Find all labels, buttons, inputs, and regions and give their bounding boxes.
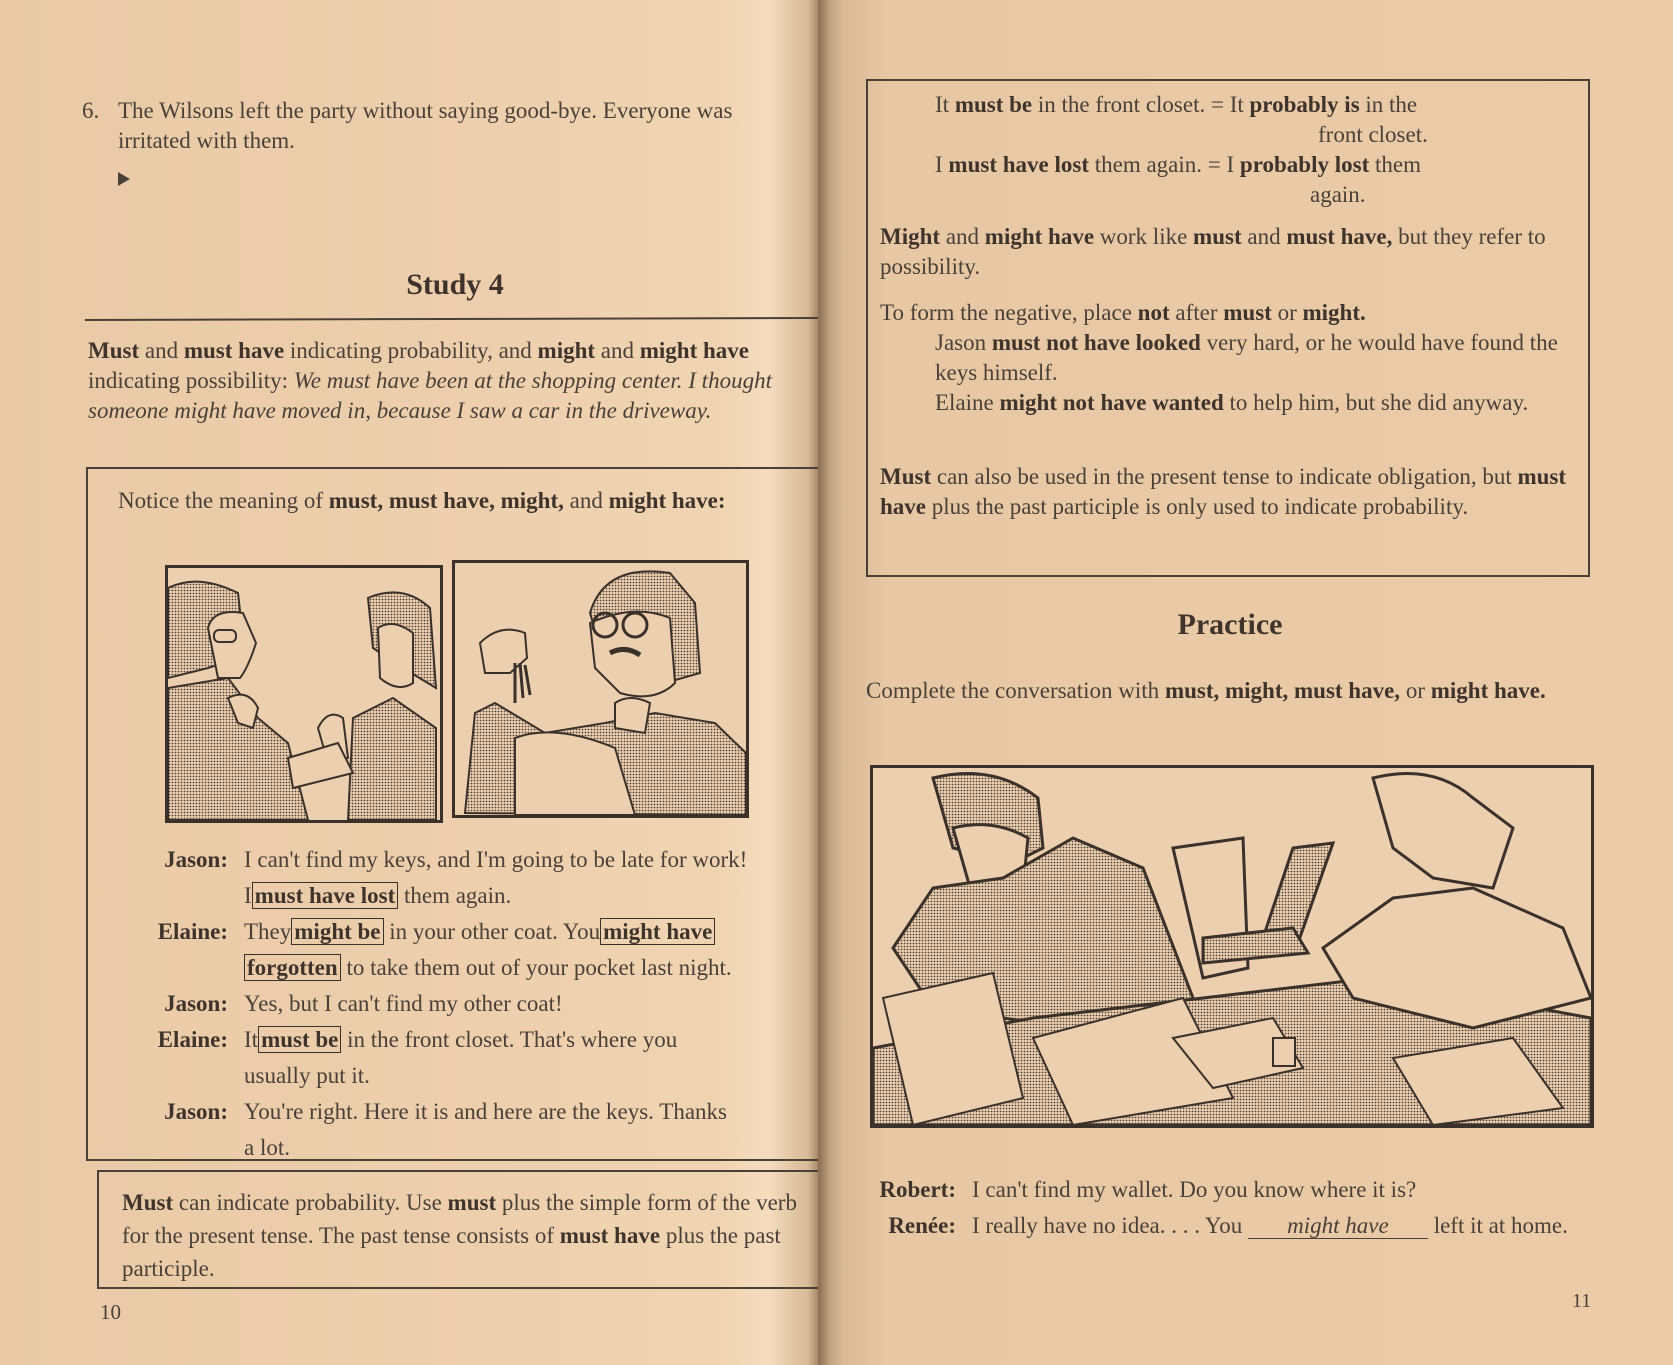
text: them [1369, 152, 1421, 177]
practice-dialog [866, 1172, 1586, 1244]
speaker-name [118, 950, 244, 986]
text: but they refer to possibility. [880, 224, 1546, 279]
text: in the [1359, 92, 1418, 117]
rule-text [122, 1186, 802, 1285]
speaker-name: Renée: [888, 1213, 956, 1238]
term: must have [559, 1223, 661, 1248]
text: in the front closet. = It [1032, 92, 1250, 117]
term: must [1223, 300, 1272, 325]
text: very hard, or he would have found the keys himself. [935, 330, 1558, 385]
text: plus the past participle is only used to indicate probability. [926, 494, 1469, 519]
dialog-line [118, 842, 818, 878]
text: indicating probability, and [284, 338, 538, 363]
negative-example-2 [935, 388, 1575, 418]
dialog-line [118, 1022, 818, 1058]
text: It [244, 1027, 259, 1052]
text: and [940, 224, 985, 249]
dialog-text [244, 1022, 818, 1058]
term: must have [183, 338, 285, 363]
term: must be [954, 92, 1033, 117]
man-holding-keys-illustration [455, 563, 746, 815]
negative-explanation [880, 298, 1570, 328]
term: Must [88, 338, 140, 363]
highlighted-modal: forgotten [244, 954, 341, 981]
equivalence-line [935, 90, 1417, 120]
text: them again. = I [1088, 152, 1240, 177]
study-intro [88, 336, 810, 426]
term: must, must have, might, [328, 488, 564, 513]
dialog-line [118, 1130, 818, 1166]
notice-heading [118, 486, 808, 516]
term: might. [1302, 300, 1366, 325]
term: might have. [1430, 678, 1546, 703]
text: in your other coat. You [389, 919, 601, 944]
term: not [1137, 300, 1170, 325]
term: might have: [608, 488, 726, 513]
left-page [0, 0, 818, 1365]
illustration-robert-renee [870, 765, 1594, 1128]
dialog-text [244, 950, 818, 986]
text: To form the negative, place [880, 300, 1138, 325]
text: and [1241, 224, 1287, 249]
illustration-jason-keys [452, 560, 749, 818]
highlighted-modal: must be [258, 1026, 341, 1053]
item-number: 6. [82, 98, 100, 123]
term: Might [880, 224, 941, 249]
dialog-text: a lot. [244, 1135, 290, 1160]
term: probably is [1249, 92, 1360, 117]
text: can also be used in the present tense to indicate obligation, but [931, 464, 1518, 489]
dialog-text: I can't find my keys, and I'm going to be late for work! [244, 847, 748, 872]
term: Must [880, 464, 932, 489]
text: work like [1094, 224, 1194, 249]
item-line-1: The Wilsons left the party without saying good-bye. Everyone was [118, 98, 733, 123]
dialog-line [866, 1208, 1586, 1244]
equivalence-continuation: again. [1310, 182, 1366, 207]
section-title: Study 4 [406, 268, 504, 301]
answer-blank[interactable]: might have [1248, 1214, 1428, 1239]
dialog-text [972, 1208, 1586, 1244]
speaker-name [118, 1130, 244, 1166]
term: must [1193, 224, 1242, 249]
text: or [1271, 300, 1303, 325]
term: must have [880, 464, 1567, 519]
term: might not have wanted [999, 390, 1224, 415]
text: and [139, 338, 184, 363]
exercise-item-6 [82, 96, 812, 156]
item-line-2: irritated with them. [118, 128, 295, 153]
negative-example-1 [935, 328, 1575, 388]
text: Complete the conversation with [866, 678, 1165, 703]
office-desk-illustration [873, 768, 1591, 1125]
might-explanation [880, 222, 1570, 282]
speaker-name [118, 878, 244, 914]
text: them again. [403, 883, 512, 908]
term: might have [984, 224, 1095, 249]
dialog-line [118, 986, 818, 1022]
text: It [935, 92, 955, 117]
text: plus the simple form of the verb for the present tense. The past tense consists of [122, 1190, 797, 1248]
speaker-name: Jason: [164, 1099, 228, 1124]
practice-title: Practice [1177, 608, 1283, 641]
text: They [244, 919, 292, 944]
two-people-talking-illustration [168, 568, 440, 820]
text: Elaine [935, 390, 1000, 415]
dialog-text [244, 878, 818, 914]
text: or [1400, 678, 1431, 703]
speaker-name: Jason: [164, 847, 228, 872]
highlighted-modal: might have [600, 918, 715, 945]
dialog-text: I can't find my wallet. Do you know where it is? [972, 1177, 1417, 1202]
text: in the front closet. That's where you [347, 1027, 678, 1052]
dialog-line [118, 1094, 818, 1130]
highlighted-modal: might be [291, 918, 383, 945]
text: to help him, but she did anyway. [1223, 390, 1529, 415]
page-number: 11 [1572, 1290, 1592, 1312]
term: must have lost [948, 152, 1089, 177]
text: indicating possibility: [88, 368, 294, 393]
text: Jason [935, 330, 992, 355]
term: must have, [1286, 224, 1393, 249]
term: might [537, 338, 596, 363]
dialog [118, 842, 818, 1166]
answer-arrow-icon [118, 172, 130, 186]
text: I [935, 152, 949, 177]
speaker-name: Elaine: [157, 1027, 228, 1052]
dialog-line [118, 950, 818, 986]
speaker-name: Elaine: [157, 919, 228, 944]
speaker-name: Robert: [879, 1177, 956, 1202]
text: Notice the meaning of [118, 488, 329, 513]
book-gutter [808, 0, 830, 1365]
term: probably lost [1239, 152, 1370, 177]
illustration-jason-elaine [165, 565, 443, 823]
speaker-name [118, 1058, 244, 1094]
dialog-line [118, 878, 818, 914]
equivalence-continuation: front closet. [1318, 122, 1428, 147]
text: I [244, 883, 252, 908]
text: plus the past participle. [122, 1223, 781, 1281]
text: can indicate probability. Use [173, 1190, 448, 1215]
dialog-line [866, 1172, 1586, 1208]
term: must [447, 1190, 497, 1215]
dialog-line [118, 1058, 818, 1094]
text: and [595, 338, 640, 363]
page-number: 10 [100, 1300, 121, 1324]
section-divider [85, 317, 818, 321]
dialog-text: usually put it. [244, 1063, 370, 1088]
text: after [1169, 300, 1224, 325]
dialog-text: You're right. Here it is and here are the keys. Thanks [244, 1099, 727, 1124]
term: must, might, must have, [1164, 678, 1401, 703]
dialog-text [244, 914, 818, 950]
text: left it at home. [1433, 1213, 1568, 1238]
term: Must [122, 1190, 174, 1215]
text: and [563, 488, 609, 513]
highlighted-modal: must have lost [252, 882, 399, 909]
dialog-line [118, 914, 818, 950]
practice-instructions [866, 676, 1606, 706]
equivalence-line [935, 150, 1421, 180]
dialog-text: Yes, but I can't find my other coat! [244, 991, 563, 1016]
text: I really have no idea. . . . You [972, 1213, 1243, 1238]
obligation-explanation [880, 462, 1570, 522]
example-sentence: We must have been at the shopping center. I thought someone might have moved in, because I saw a car in the driveway. [88, 368, 772, 423]
term: might have [639, 338, 749, 363]
speaker-name: Jason: [164, 991, 228, 1016]
text: to take them out of your pocket last night. [346, 955, 732, 980]
term: must not have looked [991, 330, 1201, 355]
